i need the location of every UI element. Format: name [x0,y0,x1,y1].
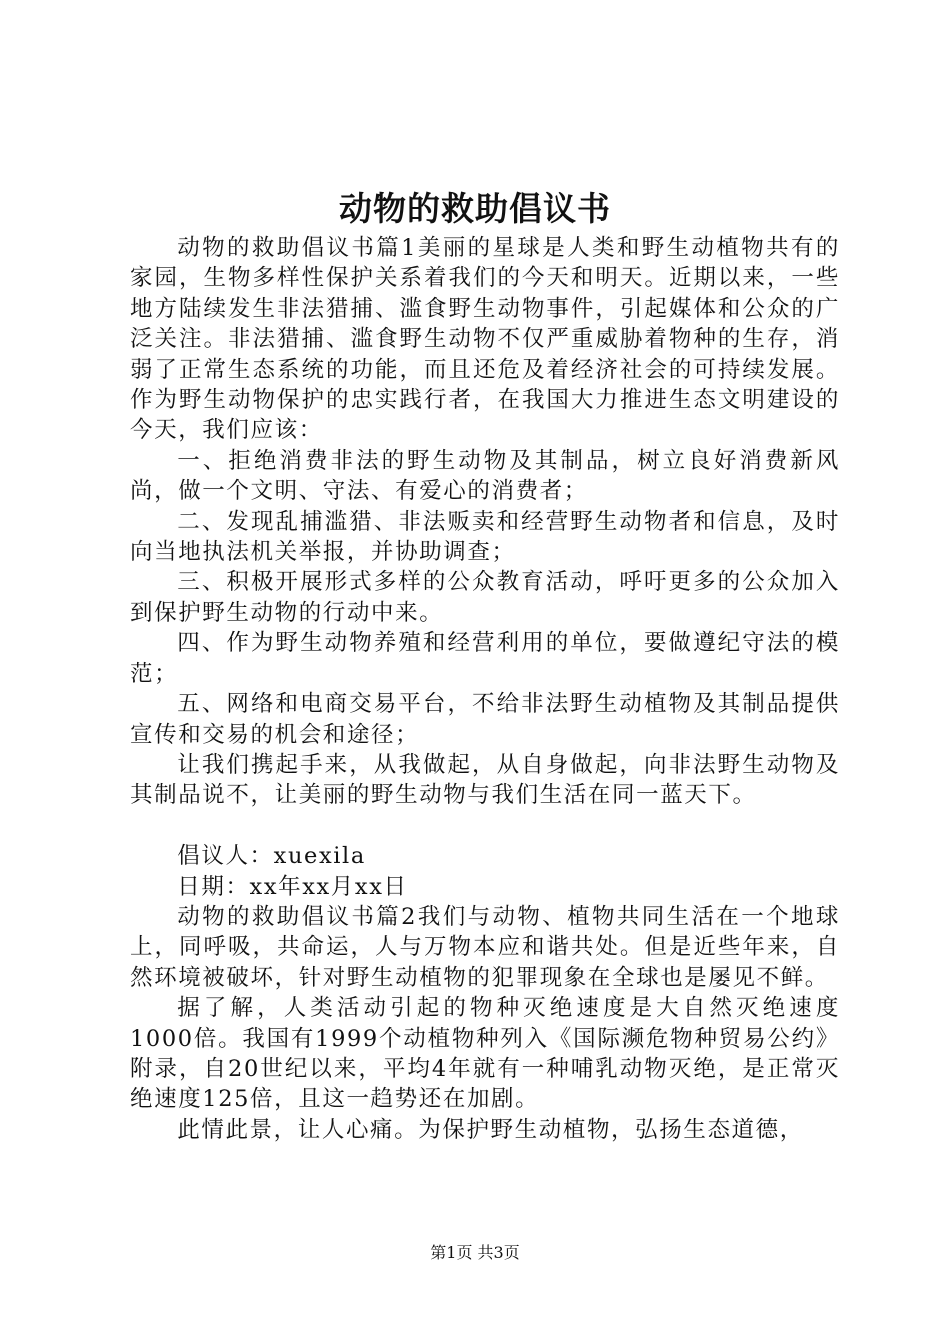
paragraph-item-1: 一、拒绝消费非法的野生动物及其制品，树立良好消费新风尚，做一个文明、守法、有爱心的消费者； [130,447,840,505]
page-number-footer: 第1页 共3页 [430,1243,520,1262]
paragraph-intro: 动物的救助倡议书篇1美丽的星球是人类和野生动植物共有的家园，生物多样性保护关系着我们的今天和明天。近期以来，一些地方陆续发生非法猎捕、滥食野生动物事件，引起媒体和公众的广泛关注。非法猎捕、滥食野生动物不仅严重威胁着物种的生存，消弱了正常生态系统的功能，而且还危及着经济社会的可持续发展。作为野生动物保护的忠实践行者，在我国大力推进生态文明建设的今天，我们应该： [130,235,840,444]
paragraph-item-5: 五、网络和电商交易平台，不给非法野生动植物及其制品提供宣传和交易的机会和途径； [130,691,840,748]
paragraph-part2-continue: 此情此景，让人心痛。为保护野生动植物，弘扬生态道德， [177,1116,804,1143]
document-title: 动物的救助倡议书 [339,189,611,228]
paragraph-item-4: 四、作为野生动物养殖和经营利用的单位，要做遵纪守法的模范； [130,630,840,687]
document-body [130,233,840,1145]
paragraph-part2-facts: 据了解，人类活动引起的物种灭绝速度是大自然灭绝速度1000倍。我国有1999个动植物种列入《国际濒危物种贸易公约》附录，自20世纪以来，平均4年就有一种哺乳动物灭绝，是正常灭绝速度125倍，且这一趋势还在加剧。 [130,995,840,1113]
paragraph-item-2: 二、发现乱捕滥猎、非法贩卖和经营野生动物者和信息，及时向当地执法机关举报，并协助调查； [130,508,840,566]
blank-line [130,811,840,841]
signature-date: 日期：xx年xx月xx日 [177,873,408,900]
paragraph-closing: 让我们携起手来，从我做起，从自身做起，向非法野生动物及其制品说不，让美丽的野生动物与我们生活在同一蓝天下。 [130,751,840,809]
paragraph-part2-intro: 动物的救助倡议书篇2我们与动物、植物共同生活在一个地球上，同呼吸，共命运，人与万物本应和谐共处。但是近些年来，自然环境被破坏，针对野生动植物的犯罪现象在全球也是屡见不鲜。 [130,903,840,991]
paragraph-item-3: 三、积极开展形式多样的公众教育活动，呼吁更多的公众加入到保护野生动物的行动中来。 [130,569,840,626]
signature-initiator: 倡议人：xuexila [177,843,366,870]
